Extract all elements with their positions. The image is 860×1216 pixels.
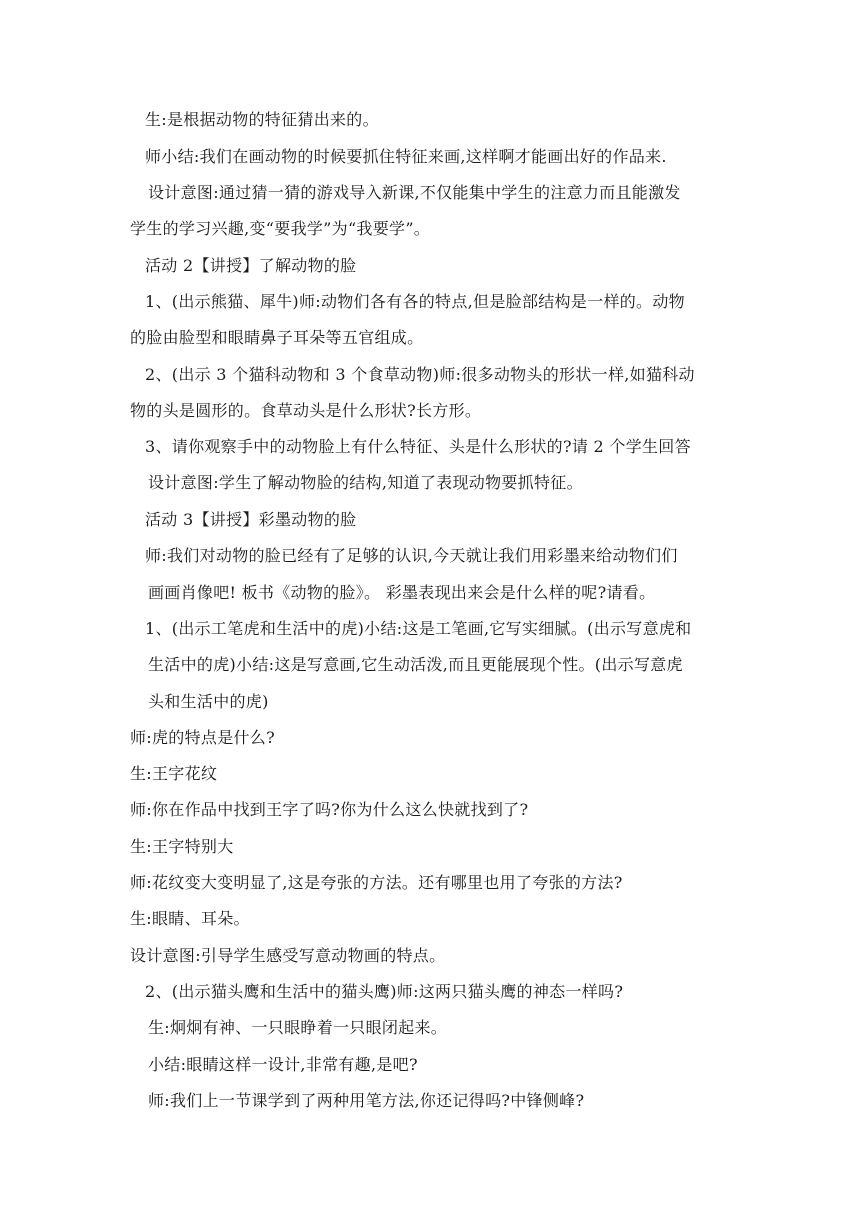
text-line: 3、请你观察手中的动物脸上有什么特征、头是什么形状的?请 2 个学生回答: [145, 437, 691, 456]
text-line: 师:我们对动物的脸已经有了足够的认识,今天就让我们用彩墨来给动物们们: [145, 546, 678, 565]
dialogue-line: 生:王字花纹: [130, 764, 218, 783]
text-line: 画画肖像吧! 板书《动物的脸》。 彩墨表现出来会是什么样的呢?请看。: [148, 583, 656, 602]
text-line: 2、(出示猫头鹰和生活中的猫头鹰)师:这两只猫头鹰的神态一样吗?: [145, 982, 624, 1001]
text-line: 师小结:我们在画动物的时候要抓住特征来画,这样啊才能画出好的作品来.: [145, 147, 667, 166]
section-heading: 活动 2【讲授】了解动物的脸: [145, 256, 357, 275]
text-line: 小结:眼睛这样一设计,非常有趣,是吧?: [148, 1055, 418, 1074]
section-heading: 活动 3【讲授】彩墨动物的脸: [145, 510, 357, 529]
text-line: 1、(出示工笔虎和生活中的虎)小结:这是工笔画,它写实细腻。(出示写意虎和: [145, 619, 692, 638]
text-line: 1、(出示熊猫、犀牛)师:动物们各有各的特点,但是脸部结构是一样的。动物: [145, 292, 685, 311]
dialogue-line: 生:眼睛、耳朵。: [130, 909, 250, 928]
text-line: 物的头是圆形的。食草动头是什么形状?长方形。: [130, 401, 482, 420]
text-line: 头和生活中的虎): [148, 692, 269, 711]
dialogue-line: 师:花纹变大变明显了,这是夸张的方法。还有哪里也用了夸张的方法?: [130, 873, 623, 892]
text-line: 生活中的虎)小结:这是写意画,它生动活泼,而且更能展现个性。(出示写意虎: [148, 655, 683, 674]
text-line: 学生的学习兴趣,变“要我学”为“我要学”。: [130, 219, 431, 238]
text-line: 的脸由脸型和眼睛鼻子耳朵等五官组成。: [130, 328, 424, 347]
text-line: 设计意图:通过猜一猜的游戏导入新课,不仅能集中学生的注意力而且能激发: [148, 183, 681, 202]
dialogue-line: 师:虎的特点是什么?: [130, 728, 275, 747]
text-line: 生:是根据动物的特征猜出来的。: [145, 110, 379, 129]
dialogue-line: 师:你在作品中找到王字了吗?你为什么这么快就找到了?: [130, 800, 529, 819]
dialogue-line: 师:我们上一节课学到了两种用笔方法,你还记得吗?中锋侧峰?: [148, 1091, 585, 1110]
dialogue-line: 生:王字特别大: [130, 837, 234, 856]
text-line: 2、(出示 3 个猫科动物和 3 个食草动物)师:很多动物头的形状一样,如猫科动: [145, 365, 695, 384]
text-line: 设计意图:学生了解动物脸的结构,知道了表现动物要抓特征。: [148, 473, 583, 492]
dialogue-line: 生:炯炯有神、一只眼睁着一只眼闭起来。: [148, 1018, 448, 1037]
text-line: 设计意图:引导学生感受写意动物画的特点。: [130, 946, 446, 965]
